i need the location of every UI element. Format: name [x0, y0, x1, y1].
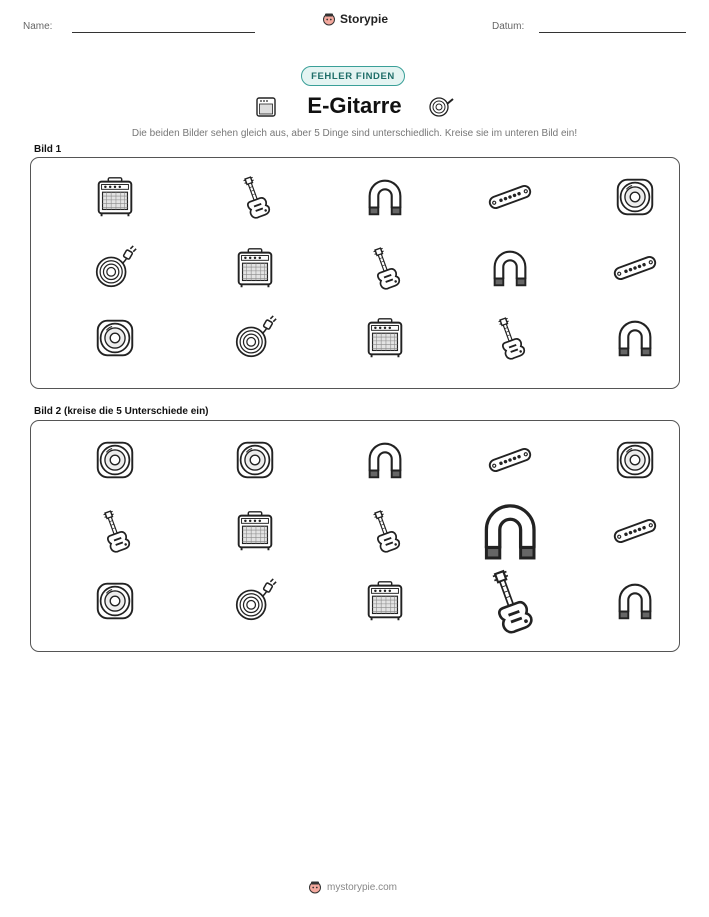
date-label: Datum:: [492, 21, 525, 32]
magnet-icon: [361, 173, 409, 221]
guitar-icon: [231, 173, 279, 221]
pickup-icon[interactable]: [486, 436, 534, 484]
amplifier-icon: [91, 173, 139, 221]
magnet-icon[interactable]: [611, 577, 659, 625]
name-label: Name:: [23, 21, 53, 32]
category-badge: FEHLER FINDEN: [301, 66, 405, 86]
storypie-mascot-icon: [322, 12, 336, 26]
amplifier-icon[interactable]: [231, 507, 279, 555]
amplifier-icon: [361, 314, 409, 362]
pickup-icon: [611, 244, 659, 292]
cable-icon: [231, 314, 279, 362]
storypie-mascot-icon: [308, 880, 322, 894]
brand-name: Storypie: [340, 12, 389, 26]
speaker-icon[interactable]: [231, 436, 279, 484]
picture-1-label: Bild 1: [34, 144, 62, 155]
magnet-icon: [611, 314, 659, 362]
date-line[interactable]: [539, 32, 686, 33]
instructions: Die beiden Bilder sehen gleich aus, aber 5 Dinge sind unterschiedlich. Kreise sie im unteren Bild ein!: [131, 128, 578, 139]
magnet-icon: [486, 244, 534, 292]
guitar-icon[interactable]: [474, 565, 546, 637]
pickup-icon: [486, 173, 534, 221]
pickup-icon[interactable]: [611, 507, 659, 555]
picture-2-panel[interactable]: [30, 420, 680, 652]
amplifier-icon: [231, 244, 279, 292]
page-title: E-Gitarre: [307, 93, 402, 118]
speaker-icon[interactable]: [91, 577, 139, 625]
speaker-icon: [91, 314, 139, 362]
speaker-icon: [611, 173, 659, 221]
speaker-icon[interactable]: [91, 436, 139, 484]
name-line[interactable]: [72, 32, 255, 33]
cable-icon[interactable]: [231, 577, 279, 625]
magnet-icon[interactable]: [361, 436, 409, 484]
guitar-icon[interactable]: [361, 507, 409, 555]
speaker-icon[interactable]: [611, 436, 659, 484]
amplifier-icon[interactable]: [361, 577, 409, 625]
storypie-logo: [322, 12, 388, 26]
magnet-icon[interactable]: [473, 494, 547, 568]
footer: [308, 880, 397, 894]
footer-url: mystorypie.com: [327, 881, 398, 893]
picture-2-label: Bild 2 (kreise die 5 Unterschiede ein): [34, 406, 209, 417]
cable-icon: [91, 244, 139, 292]
guitar-icon: [361, 244, 409, 292]
cable-icon: [427, 94, 457, 118]
guitar-icon: [486, 314, 534, 362]
guitar-icon[interactable]: [91, 507, 139, 555]
picture-1-panel: [30, 157, 680, 389]
